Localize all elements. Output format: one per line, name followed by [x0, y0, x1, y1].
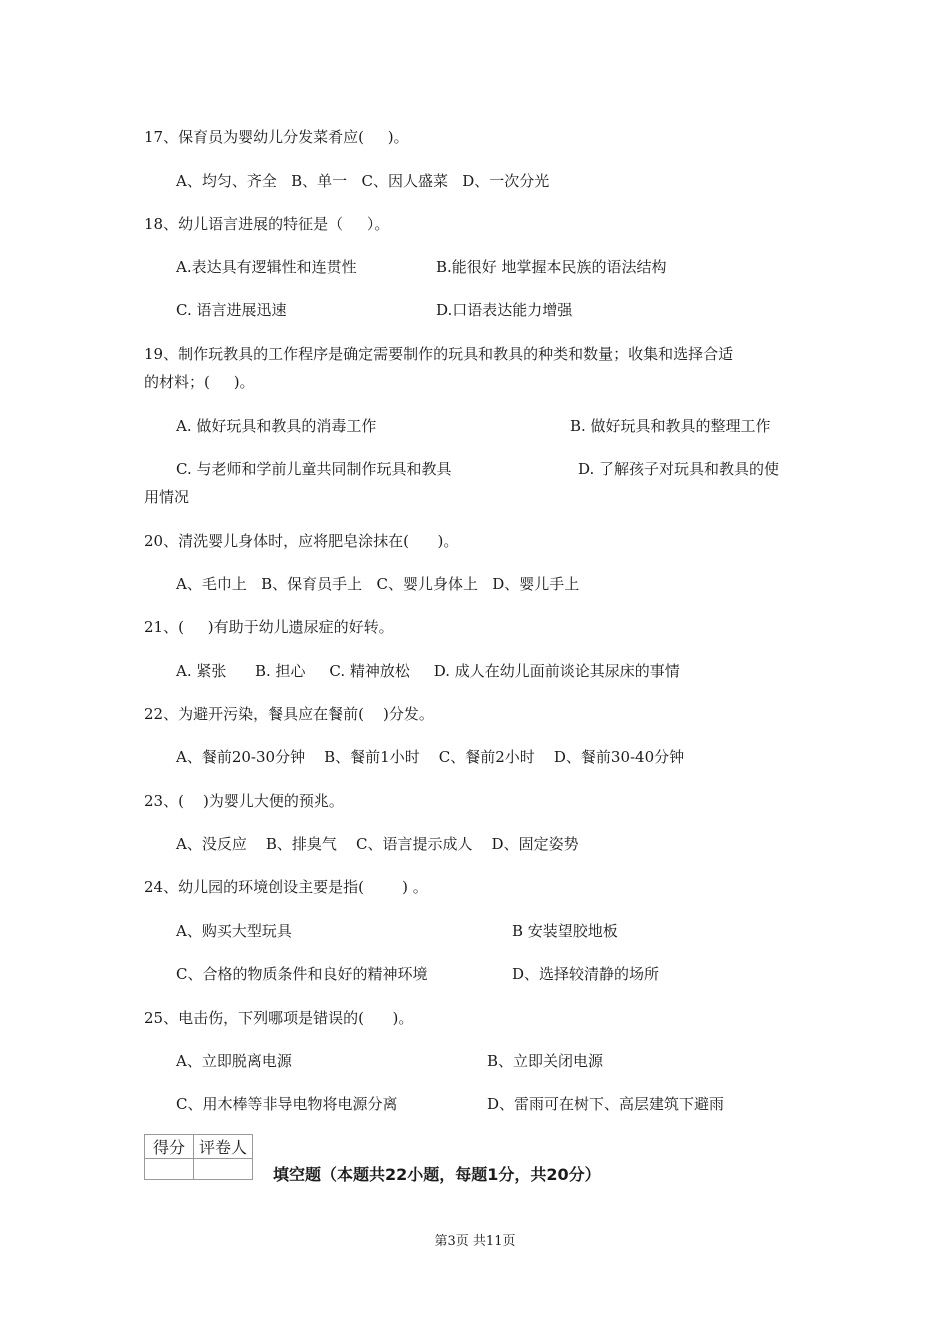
q19-option-d-cont: 用情况 [144, 488, 190, 506]
score-table [144, 1134, 253, 1180]
q24-option-d: D、选择较清静的场所 [512, 965, 660, 983]
q19-option-d: D. 了解孩子对玩具和教具的使 [578, 460, 780, 478]
q19-option-b: B. 做好玩具和教具的整理工作 [570, 417, 771, 435]
section-title: 填空题（本题共22小题，每题1分，共20分） [273, 1165, 601, 1184]
q19-stem: 19、制作玩教具的工作程序是确定需要制作的玩具和教具的种类和数量；收集和选择合适 [144, 345, 734, 363]
q21-stem: 21、( )有助于幼儿遗尿症的好转。 [144, 618, 394, 636]
q24-option-c: C、合格的物质条件和良好的精神环境 [176, 965, 428, 983]
q20-stem: 20、清洗婴儿身体时，应将肥皂涂抹在( )。 [144, 532, 459, 550]
q18-option-d: D.口语表达能力增强 [436, 301, 573, 319]
q18-option-a: A.表达具有逻辑性和连贯性 [176, 258, 357, 276]
page-footer: 第3页 共11页 [434, 1234, 516, 1249]
q24-stem: 24、幼儿园的环境创设主要是指( ) 。 [144, 878, 428, 896]
q23-options: A、没反应 B、排臭气 C、语言提示成人 D、固定姿势 [176, 835, 579, 853]
q25-option-c: C、用木棒等非导电物将电源分离 [176, 1095, 398, 1113]
score-cell[interactable] [145, 1159, 194, 1180]
q25-option-b: B、立即关闭电源 [487, 1052, 604, 1070]
q24-option-b: B 安装望胶地板 [512, 922, 618, 940]
q19-stem-cont: 的材料；( )。 [144, 373, 255, 391]
q23-stem: 23、( )为婴儿大便的预兆。 [144, 792, 344, 810]
q17-options: A、均匀、齐全 B、单一 C、因人盛菜 D、一次分光 [176, 172, 550, 190]
grader-cell[interactable] [194, 1159, 253, 1180]
q25-option-a: A、立即脱离电源 [176, 1052, 292, 1070]
q22-stem: 22、为避开污染，餐具应在餐前( )分发。 [144, 705, 434, 723]
q19-option-a: A. 做好玩具和教具的消毒工作 [176, 417, 377, 435]
q20-options: A、毛巾上 B、保育员手上 C、婴儿身体上 D、婴儿手上 [176, 575, 580, 593]
q18-option-c: C. 语言进展迅速 [176, 301, 287, 319]
q17-stem: 17、保育员为婴幼儿分发菜肴应( )。 [144, 128, 409, 146]
score-header: 得分 [145, 1135, 194, 1159]
grader-header: 评卷人 [194, 1135, 253, 1159]
q22-options: A、餐前20-30分钟 B、餐前1小时 C、餐前2小时 D、餐前30-40分钟 [176, 748, 685, 766]
q18-option-b: B.能很好 地掌握本民族的语法结构 [436, 258, 667, 276]
q25-stem: 25、电击伤，下列哪项是错误的( )。 [144, 1009, 414, 1027]
q24-option-a: A、购买大型玩具 [176, 922, 292, 940]
q21-options: A. 紧张 B. 担心 C. 精神放松 D. 成人在幼儿面前谈论其尿床的事情 [176, 662, 680, 680]
q18-stem: 18、幼儿语言进展的特征是（ ）。 [144, 215, 390, 233]
q19-option-c: C. 与老师和学前儿童共同制作玩具和教具 [176, 460, 452, 478]
q25-option-d: D、雷雨可在树下、高层建筑下避雨 [487, 1095, 725, 1113]
